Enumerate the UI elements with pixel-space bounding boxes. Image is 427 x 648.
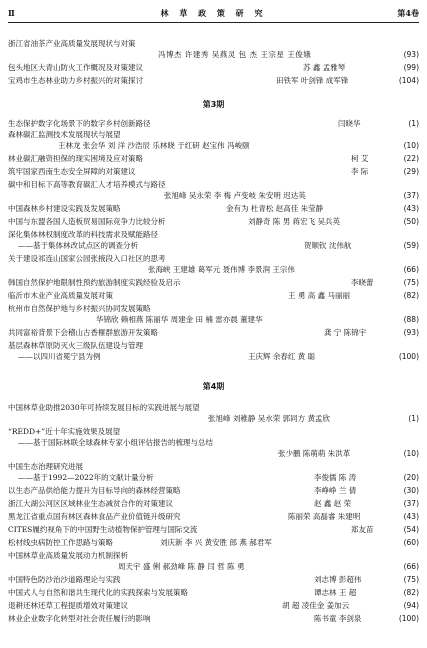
toc-entry[interactable]: 筑牢国家西南生态安全屏障的对策建议 李 际 (29) — [8, 167, 419, 176]
toc-entry-authors: 周天宇 盛 俐 郝劲峰 陈 静 闫 哲 陈 勇 (66) — [118, 562, 419, 571]
toc-entry-authors: 张海峡 王建雄 葛军元 聂伟博 李景润 王宗伟 (66) — [148, 265, 419, 274]
toc-entry[interactable]: 林业企业数字化转型对社会责任履行的影响 陈书童 李剑泉 (100) — [8, 614, 419, 623]
issue-heading: 第4期 — [202, 382, 225, 391]
toc-entry[interactable]: CITES履约视角下的中国野生动植物保护管理与国际交流 郑友苗 (54) — [8, 525, 419, 534]
toc-entry[interactable]: 浙江大湖公河区区域林业生态减贫合作的对策建议 赵 鑫 赵 荣 (37) — [8, 499, 419, 508]
toc-entry-authors: 张旭峰 吴永荣 李 梅 卢变岐 朱安明 迟达英 (37) — [164, 191, 419, 200]
toc-entry[interactable]: 共同富裕背景下会稽山古香榧群旅游开发策略 龚 宁 陈锦宇 (93) — [8, 328, 419, 337]
volume-label: 第4卷 — [397, 8, 419, 18]
toc-entry-authors: 王林龙 张会华 刘 洋 沙浩辰 乐林晓 于红研 赵宝伟 冯峻颐 (10) — [58, 141, 419, 150]
toc-entry[interactable]: 以生态产品供给能力提升为目标导向的森林经营策略 李峥峥 兰 倩 (30) — [8, 486, 419, 495]
toc-entry[interactable]: 宝鸡市生态林业助力乡村振兴的对策探讨 田铁军 叶剑锋 成军锋 (104) — [8, 76, 419, 85]
toc-entry[interactable]: 退耕还林还草工程提质增效对策建议 胡 超 凌佳金 姜加云 (94) — [8, 601, 419, 610]
toc-entry-authors: 冯博杰 许建秀 吴燕灵 包 杰 王宗星 王俊娥 (93) — [158, 50, 419, 59]
toc-entry[interactable]: “REDD+”近十年实施效果及展望 — [8, 427, 121, 436]
toc-entry[interactable]: 森林碳汇监测技术发展现状与展望 — [8, 130, 121, 139]
toc-entry[interactable]: 临沂市木业产业高质量发展对策 王 勇 高 鑫 马丽丽 (82) — [8, 291, 419, 300]
toc-entry-authors: 张旭峰 刘稚静 吴水荣 郭同方 黄孟欣 (1) — [208, 414, 419, 423]
header-rule — [8, 22, 419, 23]
toc-entry[interactable]: 中国式人与自然和谐共生现代化的实践探索与发展策略 谭志林 王 超 (82) — [8, 588, 419, 597]
toc-entry[interactable]: 林业碳汇融资担保的现实困境及应对策略 柯 艾 (22) — [8, 154, 419, 163]
toc-entry-subtitle: ——基于集体林改试点区的调查分析 贺顺钦 沈伟航 (59) — [18, 241, 419, 250]
toc-entry[interactable]: 韩国自然保护地限制性预约旅游制度实践经验及启示 李晓蕾 (75) — [8, 278, 419, 287]
toc-entry[interactable]: 杭州市自然保护地与乡村振兴协同发展策略 — [8, 304, 151, 313]
toc-entry[interactable]: 黑龙江省重点国有林区森林食品产业价值链升级研究 陈丽荣 高磊睿 朱建明 (43) — [8, 512, 419, 521]
toc-entry-subtitle: ——基于1992—2022年的文献计量分析 李俊儒 陈 涛 (20) — [18, 473, 419, 482]
page-roman-numeral: Ⅱ — [8, 8, 15, 18]
toc-entry-authors: 张少鹏 陈萌萌 朱洪革 (10) — [278, 449, 419, 458]
toc-entry[interactable]: 中国特色防沙治沙道路理论与实践 刘志博 彭超伟 (75) — [8, 575, 419, 584]
toc-entry[interactable]: 包头地区大青山防火工作概况及对策建议 苏 鑫 孟雅琴 (99) — [8, 63, 419, 72]
issue-heading: 第3期 — [202, 100, 225, 109]
toc-entry-subtitle: ——基于国际林联全球森林专家小组评估报告的梳理与总结 — [18, 438, 213, 447]
toc-entry[interactable]: 中国林草业助推2030年可持续发展目标的实践进展与展望 — [8, 403, 200, 412]
page-header — [8, 8, 419, 22]
toc-entry[interactable]: 中国与东盟各国人造板贸易国际竞争力比较分析 刘静奇 陈 男 蒋宏飞 吴兵英 (50) — [8, 217, 419, 226]
toc-entry[interactable]: 深化集体林权制度改革的科技需求及赋能路径 — [8, 230, 158, 239]
toc-entry[interactable]: 中国生态治理研究进展 — [8, 462, 83, 471]
toc-entry[interactable]: 碳中和目标下高等教育碳汇人才培养模式与路径 — [8, 180, 166, 189]
toc-entry[interactable]: 松材线虫病防控工作思路与策略 刘庆新 李 兴 黄安胜 郎 燕 郝君军 (60) — [8, 538, 419, 547]
toc-entry[interactable]: 生态保护数字化场景下的数字乡村创新路径 闫晓华 (1) — [8, 119, 419, 128]
toc-entry-subtitle: ——以四川省冕宁县为例 王庆辉 余春红 黄 聪 (100) — [18, 352, 419, 361]
toc-entry-authors: 华锦欣 赖相燕 陈丽华 周建金 田 楠 雷亦晨 董建华 (88) — [96, 315, 419, 324]
toc-entry[interactable]: 关于建设祁连山国家公园张掖段入口社区的思考 — [8, 254, 166, 263]
toc-entry[interactable]: 中国林草业高质量发展动力机制探析 — [8, 551, 128, 560]
toc-entry[interactable]: 基层森林草原防灭火三级队伍建设与管理 — [8, 341, 143, 350]
toc-entry[interactable]: 浙江省油茶产业高质量发展现状与对策 — [8, 39, 136, 48]
journal-title: 林 草 政 策 研 究 — [160, 8, 267, 18]
toc-entry[interactable]: 中国森林乡村建设实践及发展策略 金有为 杜青松 赵高佳 朱莹静 (43) — [8, 204, 419, 213]
